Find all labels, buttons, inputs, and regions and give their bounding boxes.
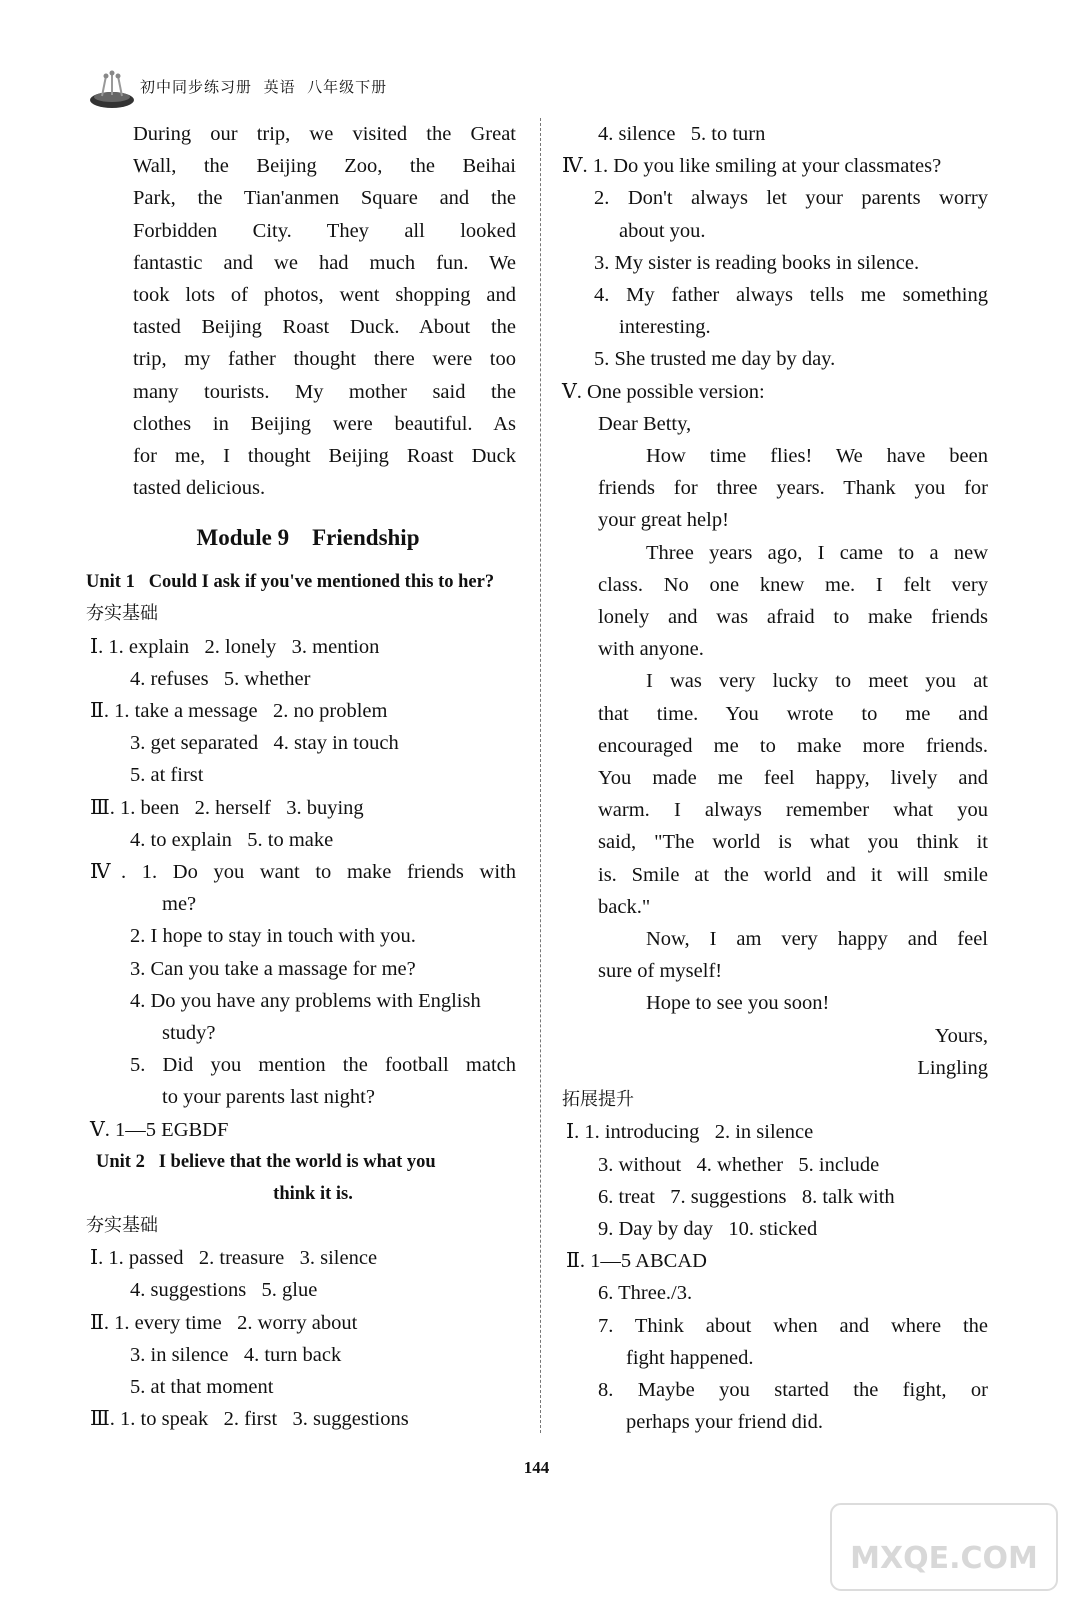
letter-line: your great help! [598, 509, 729, 532]
answer-line: 4. refuses 5. whether [130, 667, 311, 690]
section-heading: 夯实基础 [86, 603, 158, 625]
page-number: 144 [523, 1458, 550, 1477]
letter-line: back." [598, 895, 651, 918]
letter-line: Now, I am very happy and feel [646, 928, 988, 951]
passage-line: fantastic and we had much fun. We [133, 251, 516, 274]
extension-answers [562, 1116, 988, 1438]
column-divider [540, 118, 541, 1433]
passage [86, 118, 516, 504]
answer-line: 2. I hope to stay in touch with you. [130, 925, 416, 948]
letter-line: sure of myself! [598, 960, 723, 983]
answer-line: interesting. [619, 316, 711, 339]
answer-line: 2. Don't always let your parents worry [594, 187, 988, 210]
answer-line: Ⅴ. One possible version: [562, 380, 765, 403]
answer-line: Ⅳ. 1. Do you like smiling at your classmates? [562, 155, 942, 178]
answer-line: 3. Can you take a massage for me? [130, 957, 416, 980]
unit2-answers [86, 1242, 530, 1435]
letter-signature: Lingling [917, 1056, 988, 1079]
answer-line: 4. My father always tells me something [594, 284, 988, 307]
watermark-logo [829, 1502, 1059, 1592]
answer-line: Ⅰ. 1. introducing 2. in silence [566, 1121, 814, 1144]
book-logo-icon [88, 70, 136, 110]
letter-line: with anyone. [598, 638, 704, 661]
letter-line: lonely and was afraid to make friends [598, 606, 988, 629]
answer-line: 4. silence 5. to turn [598, 123, 766, 145]
answer-line: 3. without 4. whether 5. include [598, 1153, 880, 1176]
passage-line: for me, I thought Beijing Roast Duck [133, 445, 516, 468]
letter-line: that time. You wrote to me and [598, 702, 988, 725]
letter-closing: Yours, [934, 1024, 988, 1047]
answer-line: 4. to explain 5. to make [130, 828, 334, 851]
watermark-text: MXQE.COM [850, 1541, 1038, 1576]
passage-line: Wall, the Beijing Zoo, the Beihai [133, 155, 516, 178]
answer-line: me? [162, 893, 197, 916]
answer-line: fight happened. [626, 1346, 754, 1369]
unit1-title: Unit 1 Could I ask if you've mentioned this to her? [86, 572, 495, 593]
passage-line: During our trip, we visited the Great [133, 123, 516, 145]
answer-line: 5. Did you mention the football match [130, 1054, 516, 1077]
letter-line: said, "The world is what you think it [598, 831, 988, 854]
letter-line: is. Smile at the world and it will smile [598, 863, 988, 886]
letter-line: warm. I always remember what you [598, 799, 988, 822]
passage-line: tasted Beijing Roast Duck. About the [133, 316, 516, 339]
header-title: 初中同步练习册 英语 八年级下册 [140, 78, 388, 96]
letter [562, 408, 988, 1084]
page-header [88, 70, 508, 110]
answer-line: 5. She trusted me day by day. [594, 348, 836, 371]
answer-line: 4. Do you have any problems with English [130, 989, 481, 1012]
answer-line: 8. Maybe you started the fight, or [598, 1378, 988, 1401]
answer-line: Ⅱ. 1. every time 2. worry about [90, 1311, 358, 1334]
answer-line: Ⅳ. 1. Do you want to make friends with [90, 861, 516, 884]
right-top-answers [562, 118, 988, 408]
passage-line: Forbidden City. They all looked [133, 219, 516, 242]
answer-line: to your parents last night? [162, 1086, 375, 1109]
answer-line: 6. treat 7. suggestions 8. talk with [598, 1185, 895, 1208]
letter-line: You made me feel happy, lively and [598, 767, 988, 790]
answer-line: perhaps your friend did. [626, 1411, 823, 1434]
letter-line: friends for three years. Thank you for [598, 477, 988, 500]
left-column [86, 118, 530, 1435]
unit1-answers [86, 631, 530, 1146]
unit2-title-cont: think it is. [273, 1183, 353, 1204]
section-heading: 拓展提升 [562, 1089, 634, 1111]
passage-line: many tourists. My mother said the [133, 380, 516, 403]
answer-line: 9. Day by day 10. sticked [598, 1217, 818, 1240]
letter-line: How time flies! We have been [646, 445, 988, 468]
passage-line: trip, my father thought there were too [133, 348, 516, 371]
letter-line: Three years ago, I came to a new [646, 541, 988, 564]
answer-line: 3. My sister is reading books in silence. [594, 251, 920, 274]
answer-line: study? [162, 1022, 216, 1045]
module-title: Module 9 Friendship [196, 525, 420, 551]
letter-line: I was very lucky to meet you at [646, 670, 988, 693]
answer-line: Ⅰ. 1. explain 2. lonely 3. mention [90, 635, 380, 658]
unit2-title: Unit 2 I believe that the world is what you [96, 1151, 436, 1172]
letter-line: class. No one knew me. I felt very [598, 573, 988, 596]
answer-line: Ⅲ. 1. to speak 2. first 3. suggestions [90, 1408, 409, 1431]
answer-line: Ⅰ. 1. passed 2. treasure 3. silence [90, 1247, 378, 1270]
answer-line: 3. get separated 4. stay in touch [130, 732, 399, 755]
answer-line: 7. Think about when and where the [598, 1314, 988, 1337]
passage-line: took lots of photos, went shopping and [133, 284, 516, 307]
answer-line: 5. at first [130, 764, 204, 787]
letter-line: encouraged me to make more friends. [598, 734, 988, 757]
passage-line: clothes in Beijing were beautiful. As [133, 412, 516, 435]
answer-line: 4. suggestions 5. glue [130, 1279, 318, 1302]
section-heading: 夯实基础 [86, 1214, 158, 1236]
passage-line: Park, the Tian'anmen Square and the [133, 187, 516, 210]
answer-line: 3. in silence 4. turn back [130, 1343, 342, 1366]
answer-line: about you. [619, 219, 706, 242]
passage-line: tasted delicious. [133, 477, 266, 500]
answer-line: Ⅴ. 1—5 EGBDF [90, 1118, 229, 1141]
right-column [562, 118, 988, 1438]
letter-salutation: Dear Betty, [598, 412, 692, 435]
answer-line: Ⅱ. 1. take a message 2. no problem [90, 700, 388, 723]
answer-line: 6. Three./3. [598, 1282, 693, 1305]
answer-line: Ⅲ. 1. been 2. herself 3. buying [90, 796, 364, 819]
answer-line: 5. at that moment [130, 1375, 274, 1398]
letter-line: Hope to see you soon! [646, 992, 830, 1015]
answer-line: Ⅱ. 1—5 ABCAD [566, 1250, 707, 1273]
